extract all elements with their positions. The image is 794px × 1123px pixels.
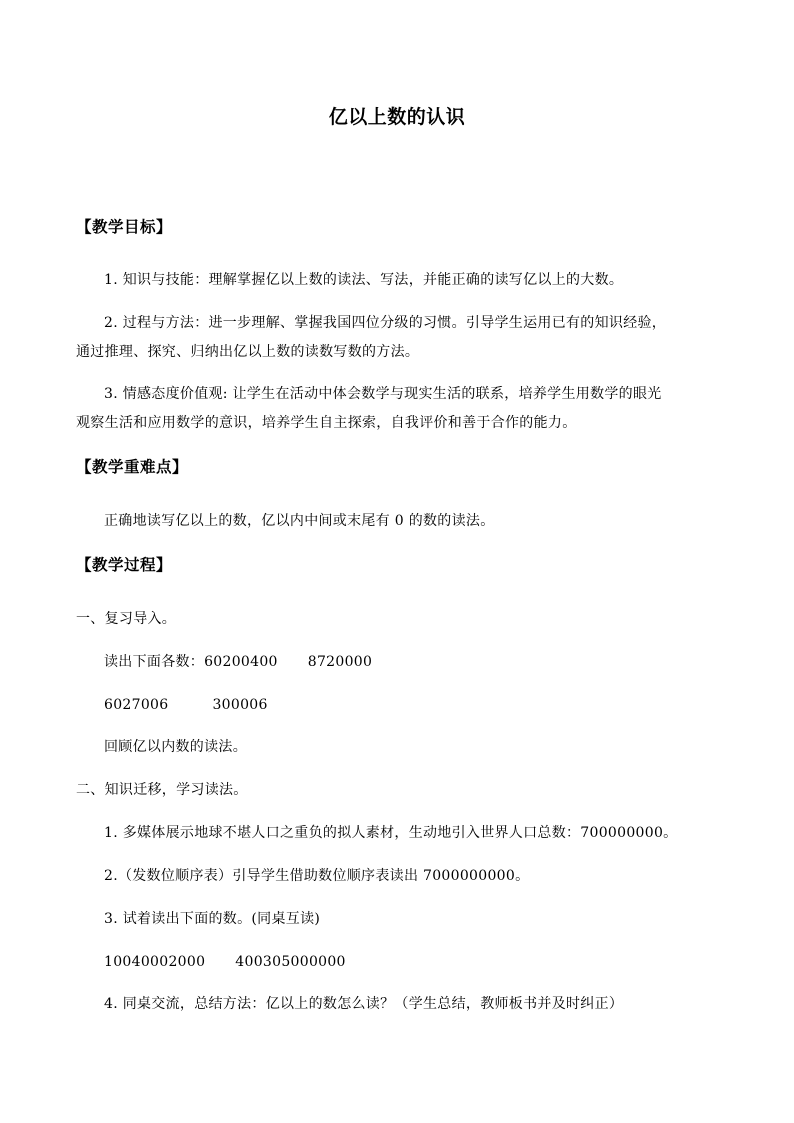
keypoints-text: 正确地读写亿以上的数，亿以内中间或末尾有 0 的数的读法。 xyxy=(104,513,495,529)
part2-step1: 1. 多媒体展示地球不堪人口之重负的拟人素材，生动地引入世界人口总数：700000000。 xyxy=(104,825,678,841)
numbers-row-3 xyxy=(104,952,346,972)
goal-item-3-cont: 观察生活和应用数学的意识，培养学生自主探索，自我评价和善于合作的能力。 xyxy=(76,415,577,431)
review-text: 回顾亿以内数的读法。 xyxy=(104,739,247,755)
page-title: 亿以上数的认识 xyxy=(328,106,466,128)
part1-title: 一、复习导入。 xyxy=(76,611,177,627)
part2-step3: 3. 试着读出下面的数。(同桌互读) xyxy=(104,911,321,927)
number-6027006: 6027006 xyxy=(104,697,169,713)
goal-item-3: 3. 情感态度价值观: 让学生在活动中体会数学与现实生活的联系，培养学生用数学的眼光 xyxy=(104,386,662,402)
goal-item-2-cont: 通过推理、探究、归纳出亿以上数的读数写数的方法。 xyxy=(76,344,420,360)
numbers-row-2 xyxy=(104,695,268,715)
goal-item-2: 2. 过程与方法：进一步理解、掌握我国四位分级的习惯。引导学生运用已有的知识经验， xyxy=(104,315,667,331)
section-heading-goals: 【教学目标】 xyxy=(76,217,173,236)
number-400305000000: 400305000000 xyxy=(235,954,346,970)
number-300006: 300006 xyxy=(212,697,268,713)
part2-step4: 4. 同桌交流，总结方法：亿以上的数怎么读？（学生总结，教师板书并及时纠正） xyxy=(104,996,624,1012)
number-8720000: 8720000 xyxy=(307,654,373,670)
read-prompt: 读出下面各数：60200400 xyxy=(104,654,278,670)
goal-item-1: 1. 知识与技能：理解掌握亿以上数的读法、写法，并能正确的读写亿以上的大数。 xyxy=(104,272,624,288)
number-10040002000: 10040002000 xyxy=(104,954,206,970)
read-numbers-row xyxy=(104,652,372,672)
section-heading-keypoints: 【教学重难点】 xyxy=(76,457,189,476)
part2-step2: 2.（发数位顺序表）引导学生借助数位顺序表读出 7000000000。 xyxy=(104,868,530,884)
section-heading-process: 【教学过程】 xyxy=(76,555,173,574)
part2-title: 二、知识迁移，学习读法。 xyxy=(76,782,248,798)
